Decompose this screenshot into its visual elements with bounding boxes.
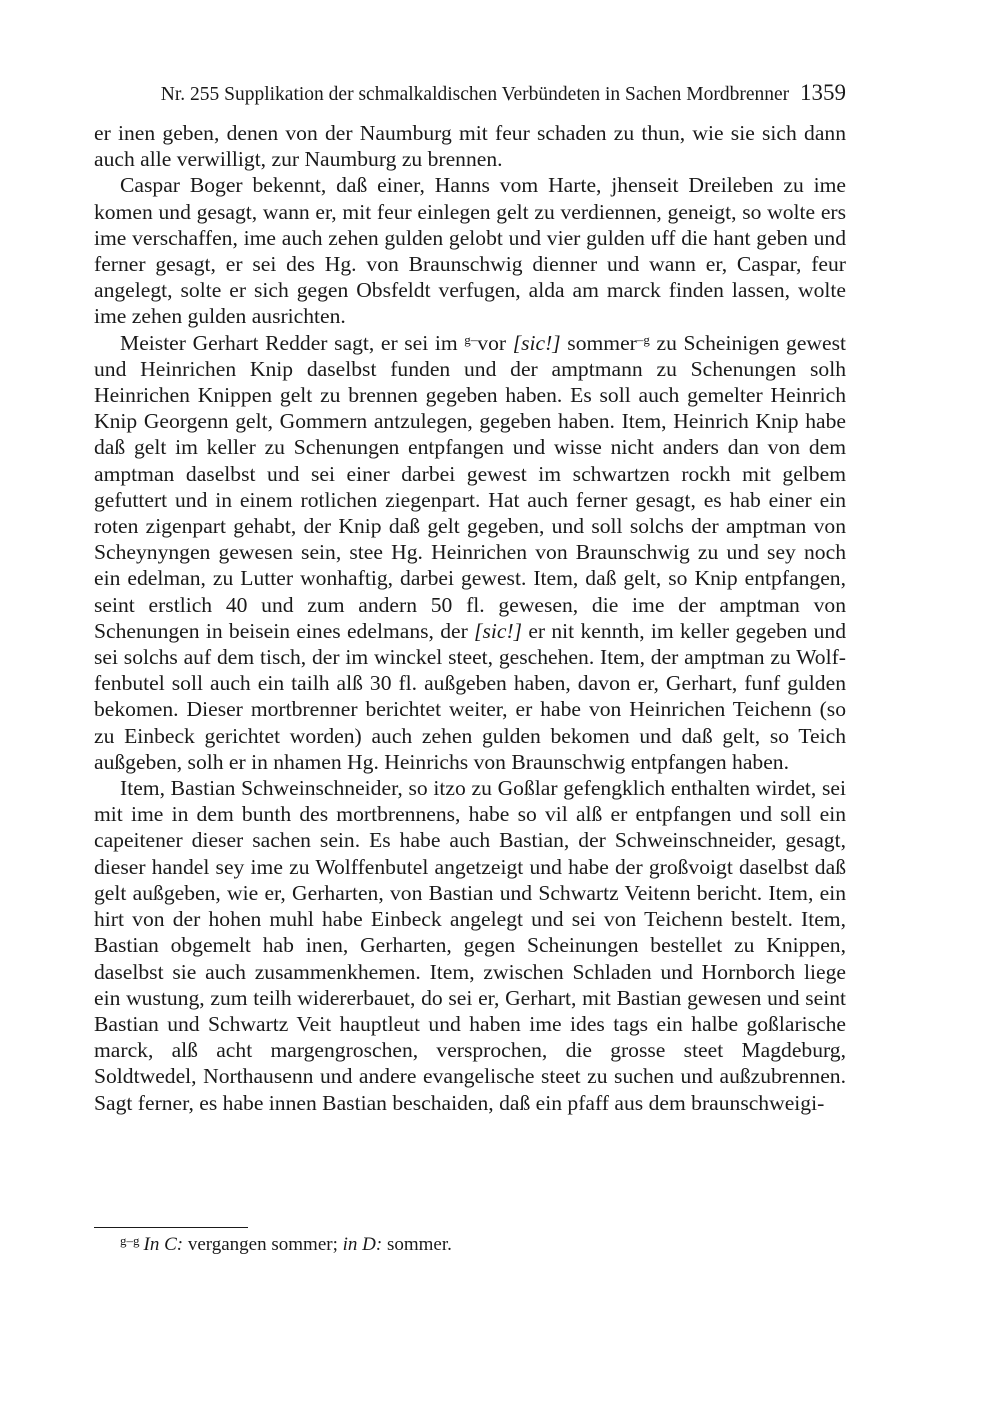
footnote-mark-close: –g bbox=[636, 331, 650, 347]
footnote-mark-open: g– bbox=[464, 331, 478, 347]
footnote bbox=[120, 1228, 820, 1258]
footnote-source-c: In C: bbox=[143, 1234, 184, 1255]
text-run: sommer bbox=[560, 330, 637, 355]
sic-note: [sic!] bbox=[512, 330, 561, 355]
paragraph-bastian: Item, Bastian Schweinschneider, so itzo zu Goßlar gefengklich enthalten wirdet, sei mit ime in dem bunth des mortbrennens, habe so vil alß er entpfangen und soll ein capeitener dieser sachen sein. Es habe auch Bastian, der Schweinschneider, gesagt, dieser handel sey ime zu Wolffenbutel angetzeigt und habe der großvoigt daselbst daß gelt außgeben, wie er, Gerharten, von Bastian und Schwartz Veitenn bericht. Item, ein hirt von der hohen muhl habe Einbeck angelegt und sei von Teichenn bestelt. Item, Bastian obgemelt hab inen, Gerharten, gegen Scheinungen bestellet zu Knippen, daselbst sie auch zusammenkhemen. Item, zwischen Schladen und Hornborch liege ein wustung, zum teilh widererbauet, do sei er, Gerhart, mit Bastian gewesen und seint Bastian und Schwartz Veit hauptleut und haben ime ides tags ein halbe goßlarische marck, alß acht margengroschen, versprochen, die grosse steet Magdeburg, Soldtwedel, Northausenn und andere evangelische steet zu suchen und außzubrennen. Sagt ferner, es habe innen Bastian beschaiden, daß ein pfaff aus dem braunschweigi- bbox=[94, 776, 846, 1115]
page-number: 1359 bbox=[800, 80, 846, 105]
page-body bbox=[94, 78, 846, 1116]
footnote-text: vergangen sommer; bbox=[183, 1234, 343, 1255]
paragraph-gerhart-redder bbox=[94, 330, 846, 775]
text-run: Meister Gerhart Redder sagt, er sei im bbox=[120, 330, 465, 355]
text-run: vor bbox=[477, 330, 513, 355]
text-run: er nit kennth, im keller gegeben und sei solchs auf dem tisch, der im winckel steet, geschehen. Item, der amptman zu Wolffenbutel soll auch ein tailh alß 30 fl. außgeben haben, davon er, Gerhart, funf gulden bekomen. Dieser mortbrenner berichtet weiter, er habe von Heinrichen Teichenn (so zu Einbeck gerichtet worden) auch zehen gulden bekomen und daß gelt, so Teich außgeben, solh er in nhamen Hg. Heinrichs von Braunschwig entpfangen haben. bbox=[94, 618, 847, 774]
paragraph-caspar-boger: Caspar Boger bekennt, daß einer, Hanns vom Harte, jhenseit Dreileben zu ime komen und gesagt, wann er, mit feur einlegen gelt zu verdiennen, geneigt, so wolte ers ime verschaffen, ime auch zehen gulden gelobt und vier gulden uff die hant geben und ferner gesagt, er sei des Hg. von Braunschwig dienner und wann er, Caspar, feur angelegt, solte er sich gegen Obsfeldt verfugen, alda am marck finden lassen, wolte ime zehen gulden ausrichten. bbox=[94, 173, 846, 329]
footnote-text: sommer. bbox=[382, 1234, 452, 1255]
paragraph-continued: er inen geben, denen von der Naumburg mit feur schaden zu thun, wie sie sich dann auch alle verwilligt, zur Naumburg zu brennen. bbox=[94, 121, 846, 172]
running-title: Nr. 255 Supplikation der schmalkaldischen Verbündeten in Sachen Mordbrenner bbox=[160, 84, 790, 105]
main-text bbox=[94, 120, 846, 1116]
text-run: zu Scheinigen gewest und Heinrichen Knip daselbst funden und der amptmann zu Schenungen solh Heinrichen Knippen gelt zu brennen gegeben haben. Es soll auch gemelter Heinrich Knip Georgenn gelt, Gommern antzulegen, gegeben haben. Item, Heinrich Knip habe daß gelt im keller zu Schenungen entpfangen und wisse nicht anders dan von dem amptman daselbst und sei einer darbei gewest im schwartzen rockh mit gelbem gefuttert und in einem rotlichen ziegenpart. Hat auch ferner gesagt, es hab einer ein roten zigenpart gehabt, der Knip daß gelt gegeben, und soll solchs der amptman von Scheynyngen gewesen sein, stee Hg. Heinrichen von Braunschwig zu und sey noch ein edelman, zu Lutter wonhaftig, darbei gewest. Item, daß gelt, so Knip entpfangen, seint erstlich 40 und zum andern 50 fl. gewesen, die ime der amptman von Schenungen in beisein eines edelmans, der bbox=[94, 330, 846, 643]
footnote-source-d: in D: bbox=[342, 1234, 383, 1255]
running-head bbox=[94, 78, 846, 108]
footnote-label: g–g bbox=[120, 1233, 140, 1248]
sic-note: [sic!] bbox=[474, 618, 523, 643]
